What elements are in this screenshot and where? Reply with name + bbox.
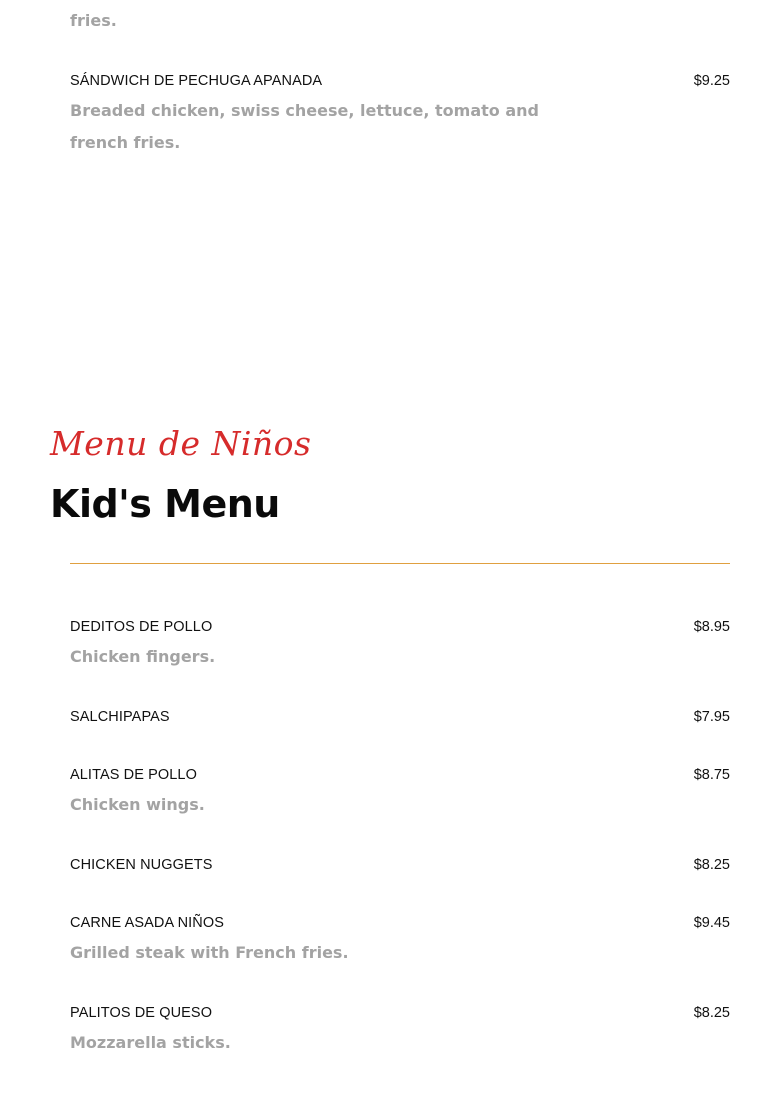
menu-item <box>70 913 730 969</box>
previous-item-description-fragment: fries. <box>70 11 117 30</box>
menu-item <box>70 617 730 673</box>
item-name: SÁNDWICH DE PECHUGA APANADA <box>70 73 323 89</box>
item-name: CARNE ASADA NIÑOS <box>70 915 224 931</box>
item-name: SALCHIPAPAS <box>70 709 170 725</box>
item-description: Breaded chicken, swiss cheese, lettuce, tomato and french fries. <box>70 101 539 152</box>
menu-item <box>70 765 730 821</box>
item-price: $9.45 <box>693 915 730 931</box>
item-price: $9.25 <box>693 73 730 89</box>
menu-item <box>70 71 730 159</box>
section-title: Kid's Menu <box>50 482 280 526</box>
item-price: $8.75 <box>693 767 730 783</box>
item-name: DEDITOS DE POLLO <box>70 619 213 635</box>
item-name: ALITAS DE POLLO <box>70 767 197 783</box>
item-description: Mozzarella sticks. <box>70 1033 231 1052</box>
menu-item <box>70 855 730 875</box>
menu-item <box>70 707 730 727</box>
item-price: $8.25 <box>693 1005 730 1021</box>
item-description: Chicken fingers. <box>70 647 216 666</box>
item-name: CHICKEN NUGGETS <box>70 857 213 873</box>
item-description: Chicken wings. <box>70 795 205 814</box>
section-script-title: Menu de Niños <box>50 424 312 463</box>
section-divider <box>70 563 730 564</box>
menu-item <box>70 1003 730 1059</box>
item-price: $8.25 <box>693 857 730 873</box>
item-name: PALITOS DE QUESO <box>70 1005 213 1021</box>
item-description: Grilled steak with French fries. <box>70 943 349 962</box>
item-price: $7.95 <box>693 709 730 725</box>
item-price: $8.95 <box>693 619 730 635</box>
